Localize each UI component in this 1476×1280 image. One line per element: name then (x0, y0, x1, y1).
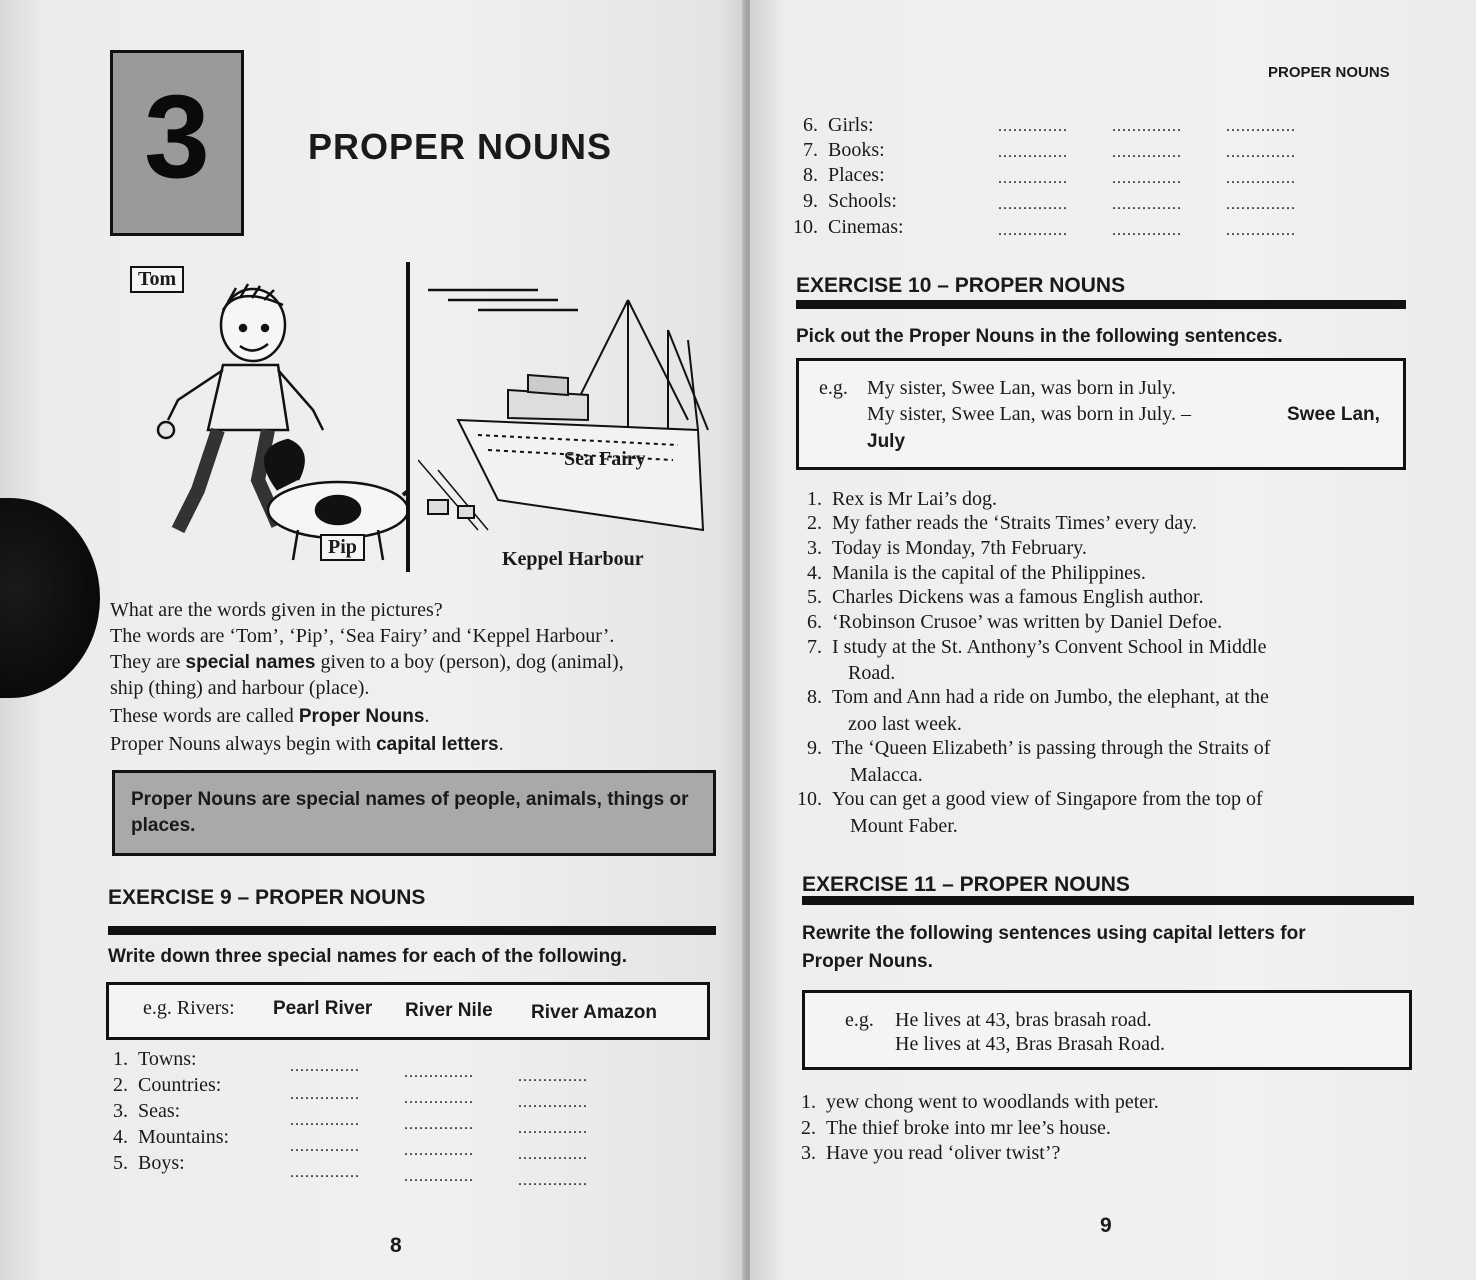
chapter-title: PROPER NOUNS (308, 126, 613, 167)
exercise-11-item: 2. The thief broke into mr lee’s house. (801, 1117, 1111, 1139)
exercise-10-item: 5. Charles Dickens was a famous English author. (807, 586, 1204, 608)
exercise-10-item: 10. You can get a good view of Singapore from the top of (797, 788, 1263, 810)
answer-blank: .............. (998, 118, 1068, 135)
answer-blank: .............. (998, 222, 1068, 239)
answer-blank: .............. (404, 1142, 474, 1159)
answer-blank: .............. (290, 1112, 360, 1129)
exercise-11-item: 1. yew chong went to woodlands with peter. (801, 1091, 1159, 1113)
definition-note: Proper Nouns are special names of people, animals, things or places. (112, 770, 716, 856)
exercise-9-heading: EXERCISE 9 – PROPER NOUNS (108, 886, 426, 909)
exercise-10-item-continuation: Road. (848, 662, 896, 684)
example-label: e.g. (845, 1009, 874, 1031)
example-answer-2: River Nile (405, 1000, 493, 1021)
answer-blank: .............. (518, 1094, 588, 1111)
answer-blank: .............. (290, 1138, 360, 1155)
answer-blank: .............. (404, 1116, 474, 1133)
answer-blank: .............. (290, 1086, 360, 1103)
answer-blank: .............. (518, 1172, 588, 1189)
example-sentence: He lives at 43, bras brasah road. (895, 1009, 1152, 1031)
answer-blank: .............. (1112, 118, 1182, 135)
answer-blank: .............. (518, 1068, 588, 1085)
exercise-10-item-continuation: Malacca. (850, 764, 923, 786)
exercise-9-item: 5. Boys: (113, 1152, 185, 1174)
exercise-9-example-box (106, 982, 710, 1040)
exercise-10-item: 6. ‘Robinson Crusoe’ was written by Daniel Defoe. (807, 611, 1223, 633)
page-number: 9 (1100, 1214, 1112, 1237)
exercise-10-instruction: Pick out the Proper Nouns in the following sentences. (796, 326, 1283, 347)
example-sentence-answered: My sister, Swee Lan, was born in July. – (867, 403, 1191, 425)
tag-pip: Pip (320, 534, 365, 561)
exercise-9-item: 10. Cinemas: (793, 216, 904, 238)
exercise-9-item: 4. Mountains: (113, 1126, 230, 1148)
answer-blank: .............. (1226, 118, 1296, 135)
exercise-9-item: 8. Places: (803, 164, 885, 186)
answer-blank: .............. (290, 1164, 360, 1181)
exercise-10-item: 4. Manila is the capital of the Philippines. (807, 562, 1146, 584)
answer-blank: .............. (404, 1090, 474, 1107)
example-label: e.g. Rivers: (143, 997, 235, 1019)
answer-blank: .............. (998, 170, 1068, 187)
answer-blank: .............. (290, 1058, 360, 1075)
exercise-10-item: 9. The ‘Queen Elizabeth’ is passing through the Straits of (807, 737, 1271, 759)
answer-blank: .............. (1226, 196, 1296, 213)
exercise-11-item: 3. Have you read ‘oliver twist’? (801, 1142, 1061, 1164)
example-sentence: My sister, Swee Lan, was born in July. (867, 377, 1176, 399)
intro-line-1: What are the words given in the pictures? (110, 599, 443, 621)
ship-drawing (418, 280, 718, 540)
chapter-illustration (128, 262, 718, 574)
answer-blank: .............. (404, 1064, 474, 1081)
answer-blank: .............. (1112, 144, 1182, 161)
example-sentence-rewritten: He lives at 43, Bras Brasah Road. (895, 1033, 1165, 1055)
exercise-10-item: 7. I study at the St. Anthony’s Convent School in Middle (807, 636, 1267, 658)
answer-blank: .............. (518, 1120, 588, 1137)
illustration-divider (406, 262, 410, 572)
exercise-10-item: 3. Today is Monday, 7th February. (807, 537, 1087, 559)
exercise-10-item: 2. My father reads the ‘Straits Times’ every day. (807, 512, 1197, 534)
answer-blank: .............. (1112, 222, 1182, 239)
thumb-shadow (0, 498, 100, 698)
intro-line-2: The words are ‘Tom’, ‘Pip’, ‘Sea Fairy’ and ‘Keppel Harbour’. (110, 625, 615, 647)
exercise-10-item: 8. Tom and Ann had a ride on Jumbo, the elephant, at the (807, 686, 1269, 708)
example-label: e.g. (819, 377, 848, 399)
example-answer-2: July (867, 431, 906, 452)
answer-blank: .............. (998, 144, 1068, 161)
tag-tom: Tom (130, 266, 184, 293)
exercise-11-rule (802, 896, 1414, 905)
answer-blank: .............. (404, 1168, 474, 1185)
intro-line-5: These words are called Proper Nouns. (110, 705, 430, 727)
example-answer-1: Swee Lan, (1287, 404, 1380, 425)
answer-blank: .............. (1226, 144, 1296, 161)
exercise-9-item: 2. Countries: (113, 1074, 222, 1096)
exercise-9-item: 7. Books: (803, 139, 885, 161)
page-number: 8 (390, 1234, 402, 1257)
exercise-11-instruction-line-1: Rewrite the following sentences using capital letters for (802, 923, 1306, 944)
exercise-10-heading: EXERCISE 10 – PROPER NOUNS (796, 274, 1126, 297)
caption-keppel-harbour: Keppel Harbour (502, 548, 644, 570)
chapter-number: 3 (144, 71, 210, 203)
exercise-10-item-continuation: zoo last week. (848, 713, 962, 735)
intro-line-6: Proper Nouns always begin with capital letters. (110, 733, 504, 755)
example-answer-1: Pearl River (273, 998, 373, 1019)
exercise-9-item: 6. Girls: (803, 114, 874, 136)
intro-line-3: They are special names given to a boy (person), dog (animal), (110, 651, 624, 673)
intro-line-4: ship (thing) and harbour (place). (110, 677, 370, 699)
answer-blank: .............. (1226, 170, 1296, 187)
answer-blank: .............. (518, 1146, 588, 1163)
exercise-11-heading: EXERCISE 11 – PROPER NOUNS (802, 873, 1130, 896)
exercise-10-rule (796, 300, 1406, 309)
exercise-9-item: 9. Schools: (803, 190, 897, 212)
exercise-10-item: 1. Rex is Mr Lai’s dog. (807, 488, 997, 510)
caption-sea-fairy: Sea Fairy (564, 448, 646, 470)
exercise-9-item: 1. Towns: (113, 1048, 197, 1070)
exercise-9-rule (108, 926, 716, 935)
answer-blank: .............. (1112, 170, 1182, 187)
answer-blank: .............. (1226, 222, 1296, 239)
answer-blank: .............. (1112, 196, 1182, 213)
exercise-11-instruction-line-2: Proper Nouns. (802, 951, 933, 972)
exercise-9-item: 3. Seas: (113, 1100, 181, 1122)
boy-and-dog-drawing (148, 280, 408, 570)
exercise-9-instruction: Write down three special names for each of the following. (108, 946, 628, 967)
exercise-10-example-box (796, 358, 1406, 470)
exercise-11-example-box (802, 990, 1412, 1070)
answer-blank: .............. (998, 196, 1068, 213)
running-head: PROPER NOUNS (1268, 64, 1390, 81)
exercise-10-item-continuation: Mount Faber. (850, 815, 958, 837)
right-page (750, 0, 1476, 1280)
example-answer-3: River Amazon (531, 1002, 657, 1023)
